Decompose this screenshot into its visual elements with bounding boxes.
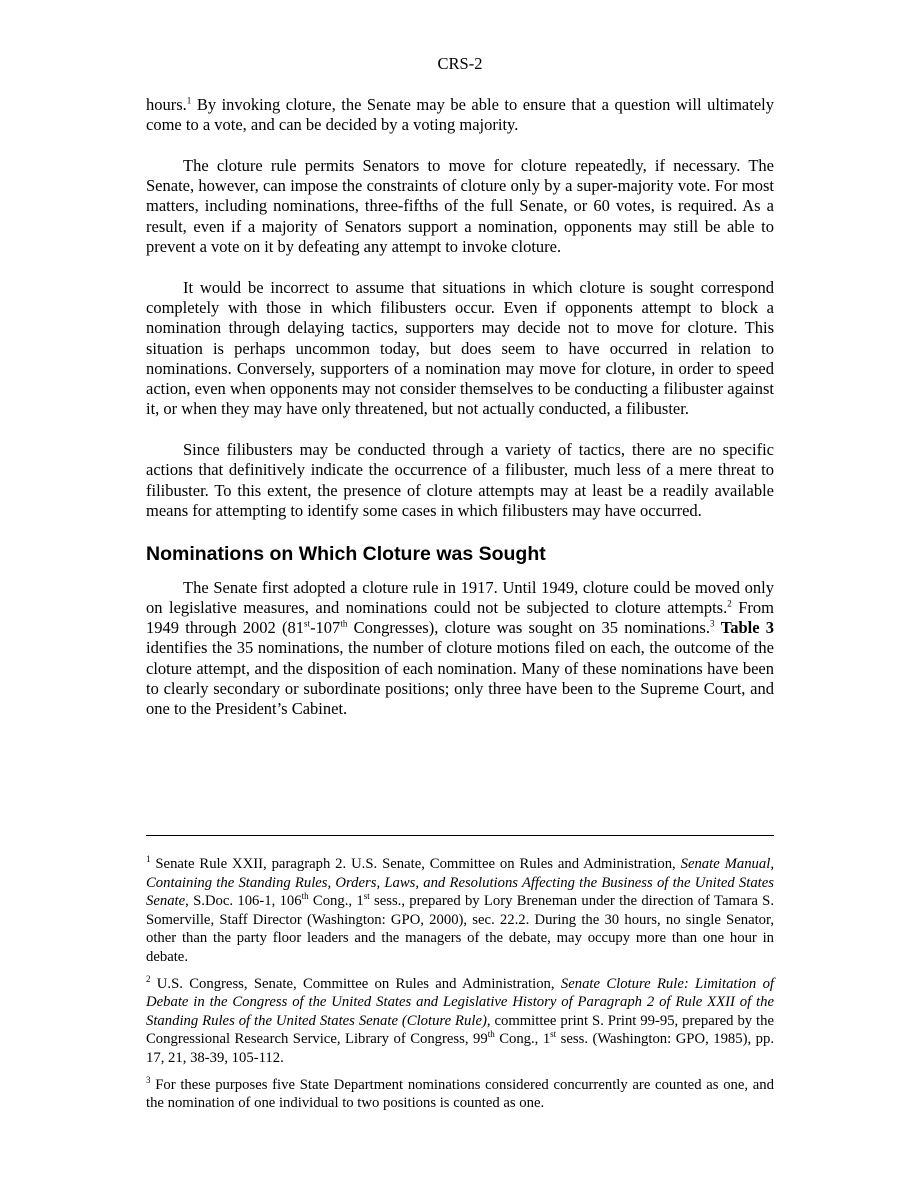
- table-reference: Table 3: [720, 618, 775, 638]
- paragraph-5-text-e: identifies the 35 nominations, the number of cloture motions filed on each, the outcome of the cloture attempt, and the disposition of each nomination. Many of these nominations have been to clearly secondary or subordinate positions; only three have been to the Supreme Court, and one to the President’s Cabinet.: [146, 638, 774, 719]
- footnote-ref-2: 2: [727, 598, 732, 609]
- paragraph-5-text-d: Congresses), cloture was sought on 35 nominations.: [347, 618, 710, 638]
- footnote-3-mark: 3: [146, 1074, 151, 1085]
- footnote-2-sup-st: st: [550, 1029, 557, 1040]
- footnote-1-sup-th: th: [301, 891, 309, 902]
- footnote-2-sup-th: th: [487, 1029, 495, 1040]
- footnote-2-text-d: sess. (Washington: GPO, 1985), pp. 17, 21, 38-39, 105-112.: [146, 1031, 774, 1066]
- document-body: [146, 95, 774, 740]
- footnote-2-title: Senate Cloture Rule: Limitation of Debate in the Congress of the United States and Legislative History of Paragraph 2 of Rule XXII of the Standing Rules of the United States Senate (Cloture Rule): [146, 975, 774, 1029]
- paragraph-4: Since filibusters may be conducted through a variety of tactics, there are no specific actions that definitively indicate the occurrence of a filibuster, much less of a mere threat to filibuster. To this extent, the presence of cloture attempts may at least be a readily available means for attempting to identify some cases in which filibusters may have occurred.: [146, 440, 774, 520]
- paragraph-1: [146, 95, 774, 136]
- footnote-1-text-d: sess., prepared by Lory Breneman under the direction of Tamara S. Somerville, Staff Director (Washington: GPO, 2000), sec. 22.2. During the 30 hours, no single Senator, other than the party floor leaders and the managers of the debate, may occupy more than one hour in debate.: [146, 893, 774, 965]
- ordinal-suffix-st: st: [304, 618, 311, 629]
- footnote-1: [146, 855, 774, 967]
- footnote-1-mark: 1: [146, 854, 151, 865]
- paragraph-5: [146, 578, 774, 720]
- paragraph-2: The cloture rule permits Senators to move for cloture repeatedly, if necessary. The Senate, however, can impose the constraints of cloture only by a super-majority vote. For most matters, including nominations, three-fifths of the full Senate, or 60 votes, is required. As a result, even if a majority of Senators support a nomination, opponents may still be able to prevent a vote on it by defeating any attempt to invoke cloture.: [146, 155, 774, 257]
- paragraph-5-text-c: -107: [310, 618, 341, 638]
- footnote-3: [146, 1076, 774, 1113]
- footnote-2: [146, 975, 774, 1068]
- paragraph-5-text-a: The Senate first adopted a cloture rule in 1917. Until 1949, cloture could be moved only on legislative measures, and nominations could not be subjected to cloture attempts.: [146, 577, 774, 617]
- footnote-separator: [146, 835, 774, 836]
- paragraph-1-text-a: hours.: [146, 95, 187, 114]
- page-label: CRS-2: [437, 54, 483, 73]
- footnote-3-text: For these purposes five State Department nominations considered concurrently are counted as one, and the nomination of one individual to two positions is counted as one.: [146, 1076, 774, 1112]
- footnote-ref-1: 1: [186, 95, 192, 106]
- paragraph-1-text-b: By invoking cloture, the Senate may be able to ensure that a question will ultimately come to a vote, and can be decided by a voting majority.: [146, 95, 774, 135]
- footnote-1-text-c: Cong., 1: [308, 893, 364, 910]
- footnotes: [146, 855, 774, 1121]
- footnote-2-text-b: , committee print S. Print 99-95, prepared by the Congressional Research Service, Library of Congress, 99: [146, 1012, 774, 1048]
- footnote-2-mark: 2: [146, 973, 151, 984]
- footnote-2-text-a: U.S. Congress, Senate, Committee on Rules and Administration,: [150, 975, 561, 992]
- footnote-1-text-b: , S.Doc. 106-1, 106: [185, 893, 302, 910]
- ordinal-suffix-th: th: [340, 618, 348, 629]
- section-heading: Nominations on Which Cloture was Sought: [146, 542, 546, 565]
- footnote-1-title: Senate Manual, Containing the Standing Rules, Orders, Laws, and Resolutions Affecting the Business of the United States Senate: [146, 856, 774, 910]
- paragraph-3: It would be incorrect to assume that situations in which cloture is sought correspond completely with those in which filibusters occur. Even if opponents attempt to block a nomination through delaying tactics, supporters may decide not to move for cloture. This situation is perhaps uncommon today, but does seem to have occurred in relation to nominations. Conversely, supporters of a nomination may move for cloture, in order to speed action, even when opponents may not consider themselves to be conducting a filibuster against it, or when they may have only threatened, but not actually conducted, a filibuster.: [146, 277, 774, 419]
- footnote-2-text-c: Cong., 1: [494, 1031, 551, 1048]
- footnote-1-sup-st: st: [363, 891, 370, 902]
- page-header: [0, 54, 920, 74]
- paragraph-5-text-b: From 1949 through 2002 (81: [146, 597, 774, 638]
- footnote-1-text-a: Senate Rule XXII, paragraph 2. U.S. Senate, Committee on Rules and Administration,: [150, 856, 681, 872]
- footnote-ref-3: 3: [709, 618, 715, 629]
